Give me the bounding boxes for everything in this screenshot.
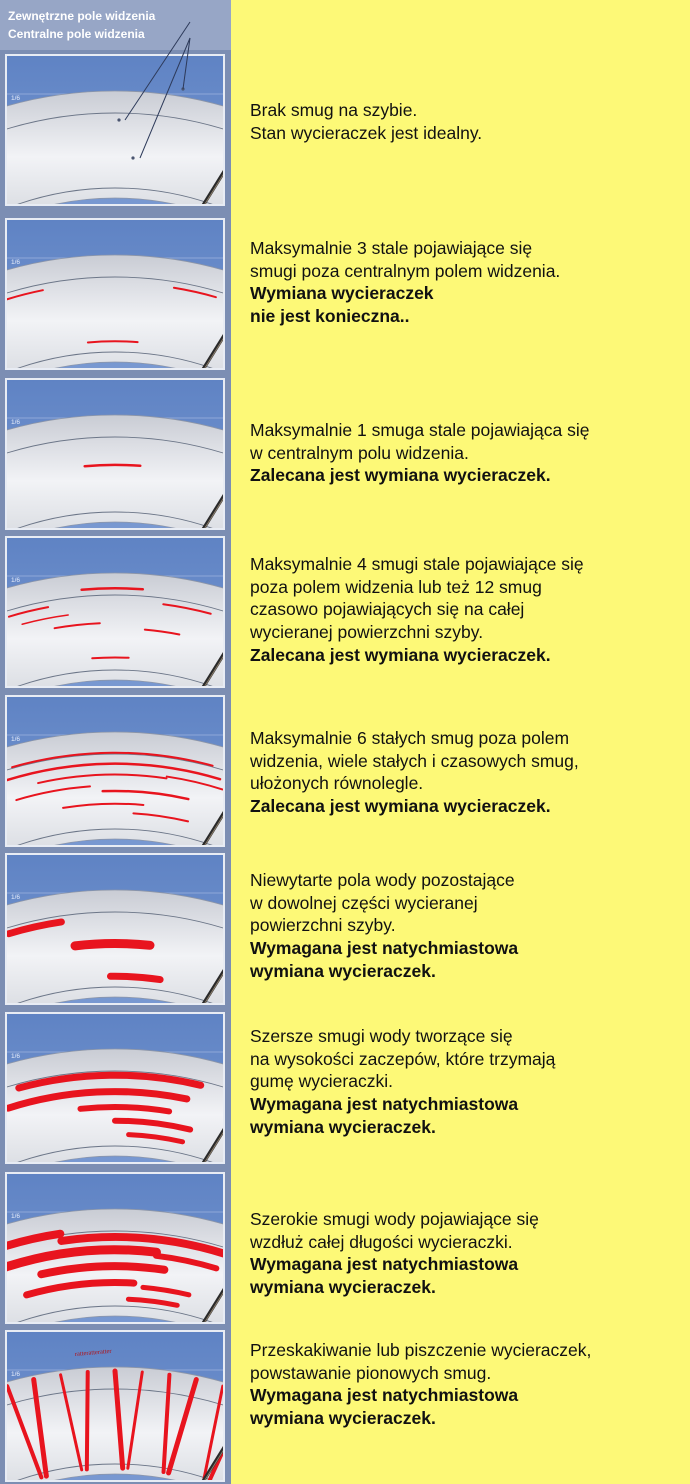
row-description bbox=[250, 1208, 670, 1299]
description-line: na wysokości zaczepów, które trzymają bbox=[250, 1048, 556, 1069]
zone-label: 1/6 bbox=[11, 736, 21, 743]
wiper-panel bbox=[5, 1172, 225, 1324]
windshield-diagram bbox=[7, 855, 223, 1003]
description-line: czasowo pojawiających się na całej bbox=[250, 599, 525, 620]
leader-line bbox=[140, 38, 190, 158]
description-line: powstawanie pionowych smug. bbox=[250, 1362, 492, 1383]
description-line: wzdłuż całej długości wycieraczki. bbox=[250, 1231, 513, 1252]
description-line: Stan wycieraczek jest idealny. bbox=[250, 122, 483, 143]
wiper-panel bbox=[5, 218, 225, 370]
row-description bbox=[250, 99, 670, 144]
description-line: ułożonych równolegle. bbox=[250, 773, 424, 794]
wiper-panel bbox=[5, 378, 225, 530]
recommendation-line: wymiana wycieraczek. bbox=[250, 960, 436, 981]
wiper-panel bbox=[5, 853, 225, 1005]
row-description bbox=[250, 1025, 670, 1139]
wiped-area bbox=[7, 732, 223, 845]
description-line: Maksymalnie 6 stałych smug poza polem bbox=[250, 728, 570, 748]
row-description bbox=[250, 727, 670, 818]
chatter-label: ratteratteratter bbox=[74, 1347, 112, 1358]
zone-label: 1/6 bbox=[11, 419, 21, 426]
legend-leader-lines bbox=[0, 0, 231, 200]
streak bbox=[92, 657, 128, 658]
wiped-area bbox=[7, 573, 223, 686]
row-description bbox=[250, 419, 670, 487]
recommendation-line: Wymagana jest natychmiastowa bbox=[250, 938, 519, 959]
wiper-panel bbox=[5, 1330, 225, 1482]
zone-label: 1/6 bbox=[11, 1053, 21, 1060]
streak bbox=[85, 465, 141, 466]
recommendation-line: Zalecana jest wymiana wycieraczek. bbox=[250, 796, 551, 817]
windshield-diagram bbox=[7, 1332, 223, 1480]
recommendation-line: Wymagana jest natychmiastowa bbox=[250, 1254, 519, 1275]
leader-line bbox=[125, 22, 190, 120]
description-line: w dowolnej części wycieranej bbox=[250, 892, 478, 913]
recommendation-line: nie jest konieczna.. bbox=[250, 306, 410, 327]
windshield-diagram bbox=[7, 380, 223, 528]
description-line: powierzchni szyby. bbox=[250, 915, 396, 936]
zone-label: 1/6 bbox=[11, 1371, 21, 1378]
description-line: Maksymalnie 3 stale pojawiające się bbox=[250, 238, 533, 258]
description-line: Szersze smugi wody tworzące się bbox=[250, 1026, 513, 1046]
description-line: Brak smug na szybie. bbox=[250, 100, 418, 120]
row-description bbox=[250, 1339, 670, 1430]
zone-label: 1/6 bbox=[11, 259, 21, 266]
windshield-diagram bbox=[7, 220, 223, 368]
vertical-streak bbox=[87, 1372, 88, 1469]
description-line: poza polem widzenia lub też 12 smug bbox=[250, 576, 542, 597]
zone-label: 1/6 bbox=[11, 1213, 21, 1220]
water-patch bbox=[75, 944, 150, 946]
water-patch bbox=[110, 976, 160, 979]
recommendation-line: Zalecana jest wymiana wycieraczek. bbox=[250, 465, 551, 486]
description-line: w centralnym polu widzenia. bbox=[250, 442, 469, 463]
wiper-panel bbox=[5, 1012, 225, 1164]
recommendation-line: wymiana wycieraczek. bbox=[250, 1408, 436, 1429]
row-description bbox=[250, 869, 670, 983]
description-line: Szerokie smugi wody pojawiające się bbox=[250, 1209, 539, 1229]
description-line: gumę wycieraczki. bbox=[250, 1071, 393, 1092]
windshield-diagram bbox=[7, 1014, 223, 1162]
recommendation-line: Wymagana jest natychmiastowa bbox=[250, 1385, 519, 1406]
description-line: Przeskakiwanie lub piszczenie wycieraczek, bbox=[250, 1340, 592, 1360]
recommendation-line: Zalecana jest wymiana wycieraczek. bbox=[250, 644, 551, 665]
wiper-panel bbox=[5, 536, 225, 688]
description-line: Maksymalnie 1 smuga stale pojawiająca się bbox=[250, 420, 590, 440]
recommendation-line: Wymiana wycieraczek bbox=[250, 283, 434, 304]
wiped-area bbox=[7, 415, 223, 528]
zone-label: 1/6 bbox=[11, 577, 21, 584]
diagram-column bbox=[0, 0, 231, 1484]
windshield-diagram bbox=[7, 697, 223, 845]
wiper-panel bbox=[5, 695, 225, 847]
windshield-diagram bbox=[7, 1174, 223, 1322]
wiped-area bbox=[7, 255, 223, 368]
zone-label: 1/6 bbox=[11, 95, 21, 102]
description-line: wycieranej powierzchni szyby. bbox=[250, 622, 484, 643]
recommendation-line: wymiana wycieraczek. bbox=[250, 1116, 436, 1137]
description-line: widzenia, wiele stałych i czasowych smug, bbox=[250, 750, 579, 771]
legend-central-field: Centralne pole widzenia bbox=[8, 27, 145, 41]
zone-label: 1/6 bbox=[11, 894, 21, 901]
legend-outer-field: Zewnętrzne pole widzenia bbox=[8, 9, 156, 23]
streak bbox=[82, 588, 143, 589]
description-line: smugi poza centralnym polem widzenia. bbox=[250, 260, 561, 281]
windshield-diagram bbox=[7, 538, 223, 686]
recommendation-line: wymiana wycieraczek. bbox=[250, 1277, 436, 1298]
description-line: Maksymalnie 4 smugi stale pojawiające się bbox=[250, 554, 584, 574]
recommendation-line: Wymagana jest natychmiastowa bbox=[250, 1094, 519, 1115]
description-line: Niewytarte pola wody pozostające bbox=[250, 870, 515, 890]
row-description bbox=[250, 237, 670, 328]
row-description bbox=[250, 553, 670, 667]
